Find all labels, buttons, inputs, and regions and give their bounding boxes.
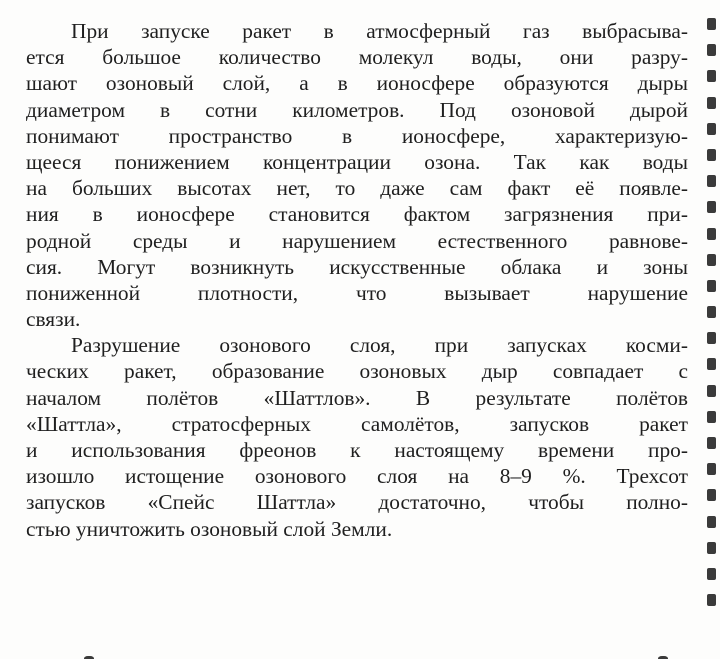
glyph-fragment bbox=[707, 70, 716, 82]
text-line: началом полётов «Шаттлов». В результате полётов bbox=[26, 385, 688, 410]
glyph-fragment bbox=[707, 332, 716, 344]
glyph-fragment bbox=[707, 228, 716, 240]
text-line: сия. Могут возникнуть искусственные облака и зоны bbox=[26, 254, 688, 279]
text-line: диаметром в сотни километров. Под озоновой дырой bbox=[26, 97, 688, 122]
text-line: родной среды и нарушением естественного равнове- bbox=[26, 228, 688, 253]
text-line: на больших высотах нет, то даже сам факт её появле- bbox=[26, 176, 688, 201]
text-line: пониженной плотности, что вызывает нарушение bbox=[26, 280, 688, 305]
text-line: понимают пространство в ионосфере, характеризую- bbox=[26, 123, 688, 148]
glyph-fragment bbox=[707, 516, 716, 528]
glyph-fragment bbox=[707, 306, 716, 318]
text-line: стью уничтожить озоновый слой Земли. bbox=[26, 516, 393, 541]
glyph-fragment bbox=[707, 149, 716, 161]
text-line: шают озоновый слой, а в ионосфере образуются дыры bbox=[26, 71, 688, 96]
glyph-fragment bbox=[707, 201, 716, 213]
text-line: ния в ионосфере становится фактом загрязнения при- bbox=[26, 202, 688, 227]
clipped-next-line bbox=[26, 644, 688, 659]
text-line: связи. bbox=[26, 307, 81, 332]
glyph-fragment bbox=[707, 44, 716, 56]
glyph-fragment bbox=[707, 542, 716, 554]
glyph-fragment bbox=[707, 254, 716, 266]
body-text bbox=[26, 18, 688, 542]
glyph-fragment bbox=[707, 97, 716, 109]
text-line: щееся понижением концентрации озона. Так как воды bbox=[26, 149, 688, 174]
glyph-fragment bbox=[707, 594, 716, 606]
text-line: изошло истощение озонового слоя на 8–9 %. Трехсот bbox=[26, 464, 688, 489]
glyph-fragment bbox=[707, 568, 716, 580]
text-line: Разрушение озонового слоя, при запусках косми- bbox=[71, 333, 688, 358]
glyph-fragment bbox=[707, 385, 716, 397]
text-line: ческих ракет, образование озоновых дыр совпадает с bbox=[26, 359, 688, 384]
glyph-fragment bbox=[707, 489, 716, 501]
text-line: ется большое количество молекул воды, они разру- bbox=[26, 45, 688, 70]
glyph-fragment bbox=[707, 437, 716, 449]
text-line: «Шаттла», стратосферных самолётов, запусков ракет bbox=[26, 411, 688, 436]
glyph-fragment bbox=[707, 280, 716, 292]
adjacent-column-edge bbox=[707, 18, 720, 659]
text-line: При запуске ракет в атмосферный газ выбрасыва- bbox=[71, 19, 688, 43]
paragraph-1 bbox=[26, 18, 688, 332]
glyph-fragment bbox=[707, 358, 716, 370]
text-line: запусков «Спейс Шаттла» достаточно, чтобы полно- bbox=[26, 490, 688, 515]
paragraph-2 bbox=[26, 332, 688, 542]
glyph-fragment bbox=[707, 123, 716, 135]
text-line: и использования фреонов к настоящему времени про- bbox=[26, 438, 688, 462]
glyph-fragment bbox=[707, 411, 716, 423]
glyph-fragment bbox=[707, 463, 716, 475]
glyph-fragment bbox=[707, 175, 716, 187]
glyph-fragment bbox=[707, 18, 716, 30]
